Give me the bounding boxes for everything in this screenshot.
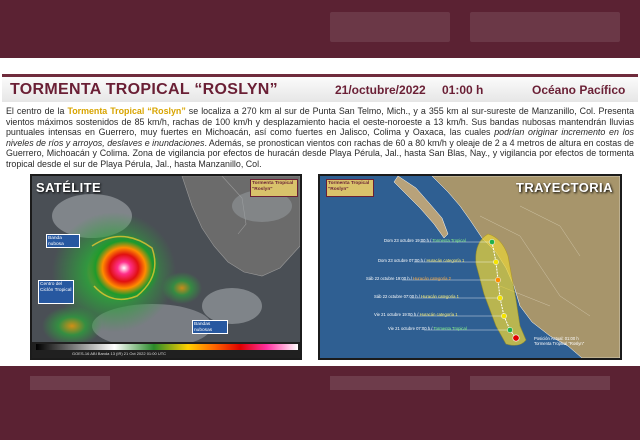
- trajectory-legend-box: [326, 179, 374, 197]
- forecast-label: Vie 21 octubre 19:00 h / Huracán categoría 1: [374, 312, 458, 317]
- trajectory-panel: [318, 174, 622, 360]
- satellite-legend-text: Tormenta Tropical "Roslyn": [252, 181, 294, 192]
- center-label-box: [38, 280, 74, 304]
- color-scale: [36, 344, 298, 350]
- bulletin-part: se localiza a 270 km al sur de Punta San Telmo, Mich., y a 355 km al sur-sureste de Manzanillo, Col. Presenta vientos máximos sostenidos de 85 km/h, rachas de 100 km/h y desplazamiento hacia el oeste-noroeste a 13 km/h. Sus bandas nubosas mantendrán lluvias puntuales intensas en Guerrero, muy fuertes en Michoacán, así como fuertes en Jalisco, Colima y Oaxaca, las cuales: [6, 106, 635, 138]
- ocean-name: Océano Pacífico: [532, 83, 626, 97]
- current-position-title: Posición Actual: 01:00 h: [534, 336, 579, 341]
- forecast-label: Sáb 22 octubre 19:00 h / Huracán categoría 2: [366, 276, 451, 281]
- trajectory-map: [320, 176, 620, 358]
- forecast-date: Sáb 22 octubre 07:00 h: [374, 294, 418, 299]
- bulletin-part: . Además, se pronostican vientos con rachas de 60 a 80 km/h y oleaje de 2 a 4 metros de altura en costas de Guerrero, Michoacán y Colima. Zona de vigilancia por efectos de huracán desde Playa Pérula, Jal., hasta San Blas, Nay., y vigilancia por efectos de tormenta tropical desde el sur de Playa Pérula, Jal., hasta Manzanillo, Col.: [6, 137, 634, 169]
- forecast-label: Dom 23 octubre 07:00 h / Huracán categoría 1: [378, 258, 465, 263]
- forecast-category: Huracán categoría 1: [419, 312, 458, 317]
- header-background-band: [0, 0, 640, 60]
- blurred-footer-text: [330, 376, 450, 390]
- forecast-date: Vie 21 octubre 19:00 h: [374, 312, 417, 317]
- bulletin-time: 01:00 h: [442, 83, 484, 97]
- satellite-legend-box: [250, 179, 298, 197]
- forecast-category: Tormenta Tropical: [432, 238, 466, 243]
- satellite-label: SATÉLITE: [36, 180, 102, 195]
- forecast-date: Dom 23 octubre 19:00 h: [384, 238, 429, 243]
- forecast-date: Dom 23 octubre 07:00 h: [378, 258, 423, 263]
- forecast-date: Vie 21 octubre 07:00 h: [388, 326, 431, 331]
- blurred-footer-text: [30, 376, 110, 390]
- forecast-label: Sáb 22 octubre 07:00 h / Huracán categoría 1: [374, 294, 459, 299]
- bulletin-card: [0, 58, 640, 366]
- center-label: Centro del Ciclón Tropical: [40, 282, 72, 293]
- bulletin-text: [6, 106, 634, 170]
- bulletin-date: 21/octubre/2022: [335, 83, 426, 97]
- forecast-label: Dom 23 octubre 19:00 h / Tormenta Tropical: [384, 238, 466, 243]
- satellite-caption: GOES-16 ABI Banda 13 (IR) 21 Oct 2022 01:00 UTC: [72, 351, 167, 356]
- forecast-category: Huracán categoría 2: [413, 276, 451, 281]
- band-label: Banda nubosa: [48, 236, 64, 247]
- blurred-footer-text: [470, 376, 610, 390]
- current-position-name: Tormenta Tropical "Roslyn": [534, 341, 585, 346]
- satellite-image: [32, 176, 300, 358]
- trajectory-legend-text: Tormenta Tropical "Roslyn": [328, 181, 370, 192]
- bulletin-italic: podrían originar incremento en los niveles de ríos y arroyos, deslaves e inundaciones: [6, 127, 634, 148]
- forecast-category: Tormenta Tropical: [433, 326, 467, 331]
- bulletin-part: El centro de la: [6, 106, 68, 116]
- forecast-label: Vie 21 octubre 07:00 h / Tormenta Tropical: [388, 326, 467, 331]
- footer-background-band: [0, 362, 640, 440]
- trajectory-label: TRAYECTORIA: [516, 180, 613, 195]
- page-title: TORMENTA TROPICAL “ROSLYN”: [10, 81, 278, 98]
- band-label-box: [46, 234, 80, 248]
- current-position-label: [534, 336, 584, 346]
- satellite-panel: [30, 174, 302, 360]
- storm-name-highlight: Tormenta Tropical “Roslyn”: [67, 106, 186, 116]
- title-bar: [2, 74, 638, 102]
- band-label-2: Bandas nubosas: [194, 322, 213, 333]
- forecast-date: Sáb 22 octubre 19:00 h: [366, 276, 410, 281]
- blurred-header-text: [470, 12, 620, 42]
- band-label-box-2: [192, 320, 228, 334]
- forecast-category: Huracán categoría 1: [421, 294, 459, 299]
- forecast-category: Huracán categoría 1: [426, 258, 465, 263]
- blurred-header-text: [330, 12, 450, 42]
